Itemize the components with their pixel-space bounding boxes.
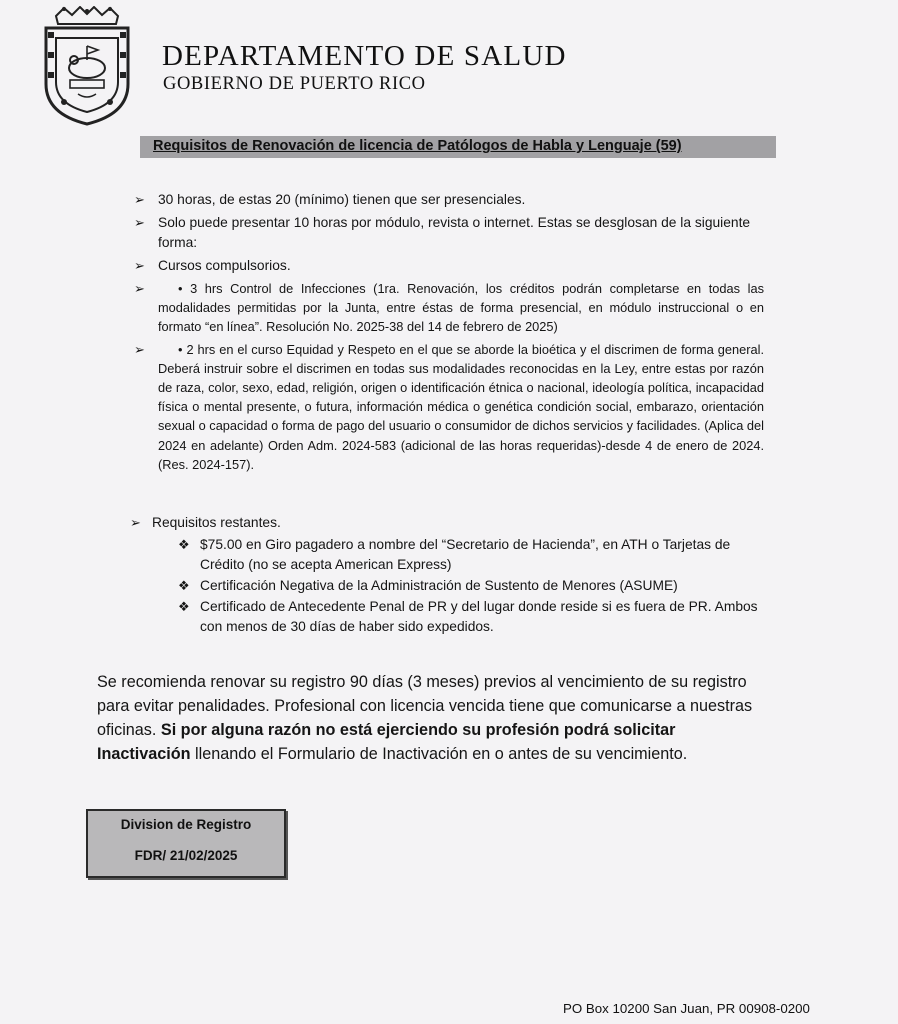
list-item-text: 30 horas, de estas 20 (mínimo) tienen que ser presenciales. [158,192,526,207]
recommendation-bold-text: Si por alguna razón no está ejerciendo su profesión podrá solicitar Inactivación [97,721,676,763]
list-item-paragraph [158,279,764,337]
stamp-date: FDR/ 21/02/2025 [134,848,238,863]
list-item-text: $75.00 en Giro pagadero a nombre del “Secretario de Hacienda”, en ATH o Tarjetas de Crédito (no se acepta American Express) [200,537,731,572]
arrow-bullet-icon: ➢ [134,192,145,207]
header-subtitle: GOBIERNO DE PUERTO RICO [163,74,426,94]
list-item [134,340,764,474]
recommendation-text-end: llenando el Formulario de Inactivación en o antes de su vencimiento. [190,745,688,763]
arrow-bullet-icon: ➢ [130,515,141,530]
list-item [176,576,770,596]
remaining-requirements-heading: ➢ Requisitos restantes. [130,513,770,533]
remaining-requirements-list [176,535,770,637]
diamond-bullet-icon: ❖ [178,537,190,552]
list-item-text: Cursos compulsorios. [158,258,291,273]
arrow-bullet-icon: ➢ [134,341,145,357]
list-item [176,597,770,637]
requirements-list [134,190,764,477]
list-item [134,190,764,210]
list-item [134,213,764,253]
list-item-text: Solo puede presentar 10 horas por módulo, revista o internet. Estas se desglosan de la siguiente forma: [158,215,751,250]
list-item-text: Certificación Negativa de la Administración de Sustento de Menores (ASUME) [200,578,678,593]
recommendation-text: Se recomienda renovar su registro 90 días (3 meses) previos al vencimiento de su registro para evitar penalidades. Profesional con licencia vencida tiene que comunicarse a nuestras oficinas. [97,673,753,739]
diamond-bullet-icon: ❖ [178,599,190,614]
diamond-bullet-icon: ❖ [178,578,190,593]
footer-address: PO Box 10200 San Juan, PR 00908-0200 [563,1001,810,1016]
document-title-bar [140,136,776,158]
stamp-division: Division de Registro [120,817,252,832]
list-item-text: 3 hrs Control de Infecciones (1ra. Renovación, los créditos podrán completarse en todas las modalidades permitidas por la Junta, entre éstas de forma presencial, en módulo instruccional o en formato “en línea”. Resolución No. 2025-38 del 14 de febrero de 2025) [158,281,764,335]
arrow-bullet-icon: ➢ [134,215,145,230]
header-title: DEPARTAMENTO DE SALUD [162,40,567,72]
remaining-requirements [130,513,770,638]
list-item-text: 2 hrs en el curso Equidad y Respeto en el que se aborde la bioética y el discrimen de forma general. Deberá instruir sobre el discrimen en todas sus modalidades reconocidas en la Ley, entre estas por razón de raza, color, sexo, edad, religión, origen o identificación étnica o nacional, ideología política, incapacidad física o mental presente, o futura, información médica o genética condición social, embarazo, orientación sexual o capacidad o forma de pago del usuario o consumidor de dichos servicios y facilidades. (Aplica del 2024 en adelante) Orden Adm. 2024-583 (adicional de las horas requeridas)-desde 4 de enero de 2024. (Res. 2024-157). [158,341,764,472]
list-item [134,279,764,337]
arrow-bullet-icon: ➢ [134,258,145,273]
list-item [176,535,770,575]
document-title: Requisitos de Renovación de licencia de Patólogos de Habla y Lenguaje (59) [153,138,682,154]
recommendation-paragraph [97,670,765,766]
list-item [134,256,764,276]
list-item-text: Certificado de Antecedente Penal de PR y del lugar donde reside si es fuera de PR. Ambos con menos de 30 días de haber sido expedidos. [200,599,758,634]
list-item-paragraph [158,340,764,474]
puerto-rico-seal-icon [34,6,140,130]
dot-bullet: • [178,281,183,296]
registry-stamp [86,809,286,878]
arrow-bullet-icon: ➢ [134,281,145,296]
dot-bullet: • [178,341,183,357]
